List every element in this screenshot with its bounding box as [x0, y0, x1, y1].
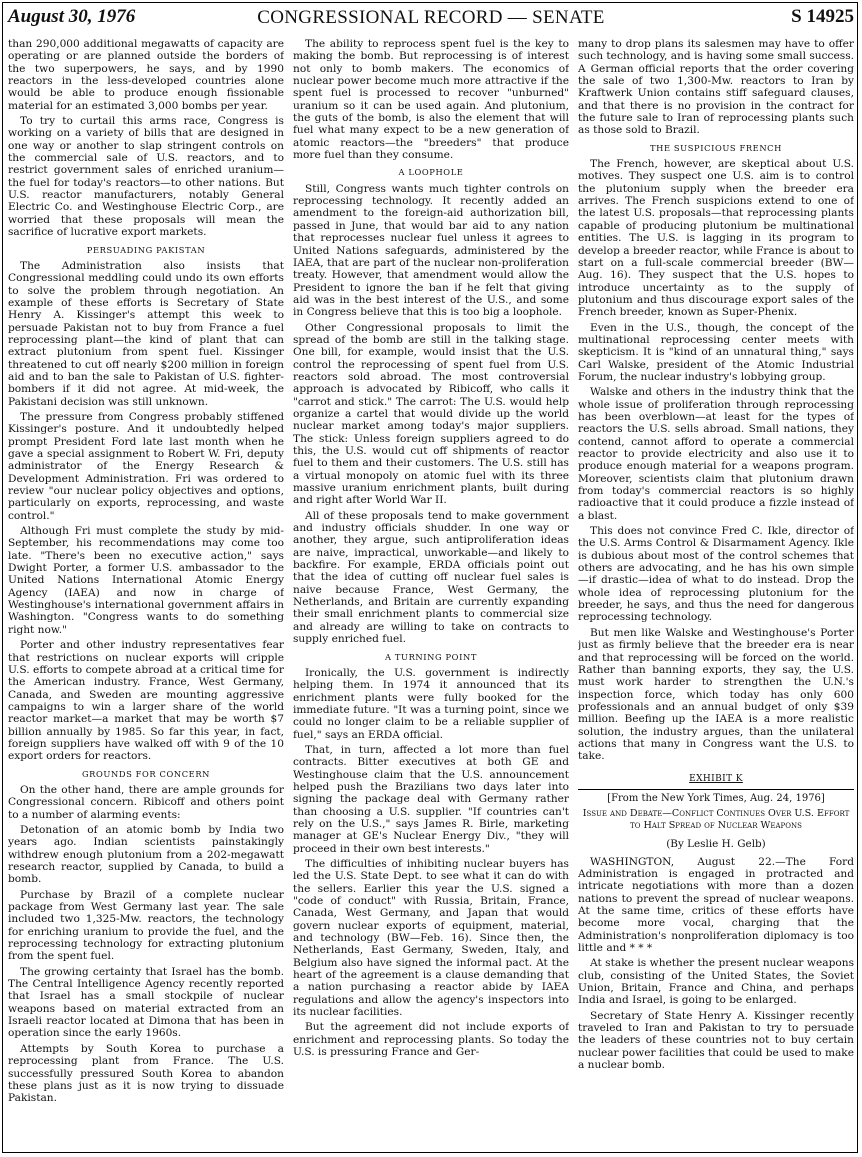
paragraph: Attempts by South Korea to purchase a reprocessing plant from France. The U.S. successfully pressured South Korea to abandon these plans just as it is now trying to dissuade Pakistan.	[8, 1042, 284, 1105]
paragraph: The ability to reprocess spent fuel is the key to making the bomb. But reprocessing is of interest not only to bomb makers. The economics of nuclear power become much more attractive if the spent fuel is processed to recover "unburned" uranium so it can be used again. And plutonium, the guts of the bomb, is also the element that will fuel what many expect to be a new generation of atomic reactors—the "breeders" that produce more fuel than they consume.	[293, 38, 569, 162]
paragraph: The difficulties of inhibiting nuclear buyers has led the U.S. State Dept. to see what it can do with the sellers. Earlier this year the U.S. signed a "code of conduct" with Russia, Britain, France, Canada, West Germany, and Japan that would govern nuclear exports of equipment, material, and technology (BW—Feb. 16). Since then, the Netherlands, East Germany, Sweden, Italy, and Belgium also have signed the informal pact. At the heart of the agreement is a clause demanding that a nation purchasing a reactor abide by IAEA regulations and allow the agency's inspectors into its nuclear facilities.	[293, 858, 569, 1019]
paragraph: Even in the U.S., though, the concept of the multinational reprocessing center meets with skepticism. It is "kind of an unnatural thing," says Carl Walske, president of the Atomic Industrial Forum, the nuclear industry's lobbying group.	[578, 321, 854, 383]
paragraph: But the agreement did not include exports of enrichment and reprocessing plants. So today the U.S. is pressuring France and Ger-	[293, 1021, 569, 1059]
section-heading: A TURNING POINT	[385, 651, 477, 662]
section-heading: A LOOPHOLE	[398, 167, 464, 178]
paragraph: Detonation of an atomic bomb by India two years ago. Indian scientists painstakingly withdrew enough plutonium from a 202-megawatt research reactor, supplied by Canada, to build a bomb.	[8, 823, 284, 886]
header-page-number: S 14925	[791, 6, 854, 27]
paragraph: Porter and other industry representatives fear that restrictions on nuclear exports will cripple U.S. efforts to compete abroad at a critical time for the American industry. France, West Germany, Canada, and Sweden are mounting aggressive campaigns to win a larger share of the world reactor market—a market that may be worth $7 billion annually by 1985. So far this year, in fact, foreign suppliers have walked off with 9 of the 10 export orders for reactors.	[8, 639, 284, 763]
paragraph: That, in turn, affected a lot more than fuel contracts. Bitter executives at both GE and Westinghouse claim that the U.S. announcement helped push the Brazilians two days later into signing the package deal with Germany rather than choosing a U.S. supplier. "If countries can't rely on the U.S.," says James R. Birle, marketing manager at GE's Nuclear Energy Div., "they will proceed in their own best interests."	[293, 743, 569, 855]
section-heading: THE SUSPICIOUS FRENCH	[650, 142, 782, 153]
paragraph: This does not convince Fred C. Ikle, director of the U.S. Arms Control & Disarmament Agency. Ikle is dubious about most of the control schemes that others are advocating, and he has his own simple—if drastic—idea of what to do instead. Drop the whole idea of reprocessing plutonium for the breeder, he says, and thus the need for dangerous reprocessing technology.	[578, 525, 854, 624]
paragraph: The growing certainty that Israel has the bomb. The Central Intelligence Agency recently reported that Israel has a small stockpile of nuclear weapons based on material extracted from an Israeli reactor located at Dimona that has been in operation since the early 1960s.	[8, 965, 284, 1040]
paragraph: Purchase by Brazil of a complete nuclear package from West Germany last year. The sale included two 1,325-Mw. reactors, the technology for enriching uranium to provide the fuel, and the reprocessing technology for extracting plutonium from the spent fuel.	[8, 888, 284, 963]
section-heading: GROUNDS FOR CONCERN	[81, 768, 211, 779]
paragraph: Still, Congress wants much tighter controls on reprocessing technology. It recently added an amendment to the foreign-aid authorization bill, passed in June, that would bar aid to any nation that reprocesses nuclear fuel unless it agrees to United Nations safeguards, administered by the IAEA, that are part of the nuclear non-proliferation treaty. However, that amendment would allow the President to ignore the ban if he felt that giving aid was in the best interest of the U.S., and some in Congress believe that this is too big a loophole.	[293, 182, 569, 319]
section-heading: PERSUADING PAKISTAN	[86, 244, 206, 255]
exhibit-label	[578, 773, 854, 785]
paragraph: many to drop plans its salesmen may have to offer such technology, and is having some small success. A German official reports that the order covering the sale of two 1,300-Mw. reactors to Iran by Kraftwerk Union contains stiff safeguard clauses, and that there is no provision in the contract for the future sale to Iran of reprocessing plants such as those sold to Brazil.	[578, 38, 854, 137]
source-line: [From the New York Times, Aug. 24, 1976]	[578, 789, 854, 805]
paragraph: At stake is whether the present nuclear weapons club, consisting of the United States, the Soviet Union, Britain, France and China, and perhaps India and Israel, is going to be enlarged.	[578, 957, 854, 1007]
column-3	[578, 38, 854, 1150]
article-headline: Issue and Debate—Conflict Continues Over U.S. Effort to Halt Spread of Nuclear Weapons	[582, 808, 850, 832]
paragraph: But men like Walske and Westinghouse's Porter just as firmly believe that the breeder era is near and that reprocessing will be forced on the world. Rather than banning exports, they say, the U.S. must work harder to strengthen the U.N.'s inspection force, which today has only 600 professionals and an annual budget of only $39 million. Beefing up the IAEA is a more realistic solution, the industry argues, than the unilateral actions that many in Congress want the U.S. to take.	[578, 626, 854, 763]
paragraph: To try to curtail this arms race, Congress is working on a variety of bills that are designed in one way or another to slap stringent controls on the commercial sale of U.S. reactors, and to restrict government sales of enriched uranium—the fuel for today's reactors—to other nations. But U.S. reactor manufacturers, notably General Electric Co. and Westinghouse Electric Corp., are worried that these proposals will mean the sacrifice of lucrative export markets.	[8, 115, 284, 239]
paragraph: Walske and others in the industry think that the whole issue of proliferation through reprocessing has been overblown—at least for the types of reactors the U.S. sells abroad. Small nations, they contend, cannot afford to operate a commercial reactor to provide electricity and also use it to produce enough material for a weapons program. Moreover, scientists claim that plutonium drawn from today's commercial reactors is so highly radioactive that it could produce a fizzle instead of a blast.	[578, 386, 854, 522]
paragraph: Other Congressional proposals to limit the spread of the bomb are still in the talking stage. One bill, for example, would insist that the U.S. control the reprocessing of spent fuel from U.S. reactors sold abroad. The most controversial approach is advocated by Ribicoff, who calls it "carrot and stick." The carrot: The U.S. would help organize a cartel that would divide up the world nuclear market among today's major suppliers. The stick: Unless foreign suppliers agreed to do this, the U.S. would cut off shipments of reactor fuel to them and their customers. The U.S. still has a virtual monopoly on atomic fuel with its three massive uranium enrichment plants, built during and right after World War II.	[293, 321, 569, 507]
paragraph: Ironically, the U.S. government is indirectly helping them. In 1974 it announced that its enrichment plants were fully booked for the immediate future. "It was a turning point, since we could no longer claim to be a reliable supplier of fuel," says an ERDA official.	[293, 666, 569, 741]
paragraph: WASHINGTON, August 22.—The Ford Administration is engaged in protracted and intricate negotiations with more than a dozen nations to prevent the spread of nuclear weapons. At the same time, critics of these efforts have become more vocal, charging that the Administration's nonproliferation diplomacy is too little and * * *	[578, 855, 854, 955]
exhibit-label-text: EXHIBIT K	[689, 773, 743, 784]
column-2	[293, 38, 569, 1150]
paragraph: The Administration also insists that Congressional meddling could undo its own efforts to solve the problem through negotiation. An example of these efforts is Secretary of State Henry A. Kissinger's attempt this week to persuade Pakistan not to buy from France a fuel reprocessing plant—the kind of plant that can extract plutonium from spent fuel. Kissinger threatened to cut off nearly $200 million in foreign aid and to ban the sale to Pakistan of U.S. fighter-bombers if it did not agree. At mid-week, the Pakistani decision was still unknown.	[8, 259, 284, 408]
column-1	[8, 38, 284, 1150]
header-title: CONGRESSIONAL RECORD — SENATE	[257, 7, 605, 28]
paragraph: On the other hand, there are ample grounds for Congressional concern. Ribicoff and others point to a number of alarming events:	[8, 783, 284, 821]
paragraph: All of these proposals tend to make government and industry officials shudder. In one way or another, they argue, such antiproliferation ideas are naive, impractical, unworkable—and likely to backfire. For example, ERDA officials point out that the idea of cutting off nuclear fuel sales is naive because France, West Germany, the Netherlands, and Britain are currently expanding their small enrichment plants to commercial size and already are willing to take on contracts to supply enriched fuel.	[293, 509, 569, 646]
paragraph: The pressure from Congress probably stiffened Kissinger's posture. And it undoubtedly helped prompt President Ford late last month when he gave a special assignment to Robert W. Fri, deputy administrator of the Energy Research & Development Administration. Fri was ordered to review "our nuclear policy objectives and options, particularly on exports, reprocessing, and waste control."	[8, 410, 284, 522]
paragraph: The French, however, are skeptical about U.S. motives. They suspect one U.S. aim is to control the plutonium supply when the breeder era arrives. The French suspicions extend to one of the latest U.S. proposals—that reprocessing plants capable of producing plutonium be multinational entities. The U.S. is lagging in its program to develop a breeder reactor, while France is about to start on a full-scale commercial breeder (BW—Aug. 16). They suspect that the U.S. hopes to introduce uncertainty as to the supply of plutonium and thus discourage export sales of the French breeder, known as Super-Phenix.	[578, 158, 854, 319]
byline: (By Leslie H. Gelb)	[666, 838, 766, 851]
page-header	[8, 6, 854, 32]
paragraph: than 290,000 additional megawatts of capacity are operating or are planned outside the borders of the two superpowers, he says, and by 1990 reactors in the less-developed countries alone would be able to produce enough fissionable material for an estimated 3,000 bombs per year.	[8, 38, 284, 112]
header-date: August 30, 1976	[8, 6, 136, 27]
paragraph: Although Fri must complete the study by mid-September, his recommendations may come too late. "There's been no executive action," says Dwight Porter, a former U.S. ambassador to the United Nations International Atomic Energy Agency (IAEA) and now in charge of Westinghouse's international government affairs in Washington. "Congress wants to do something right now."	[8, 525, 284, 636]
paragraph: Secretary of State Henry A. Kissinger recently traveled to Iran and Pakistan to try to persuade the leaders of these countries not to buy certain nuclear power facilities that could be used to make a nuclear bomb.	[578, 1009, 854, 1072]
